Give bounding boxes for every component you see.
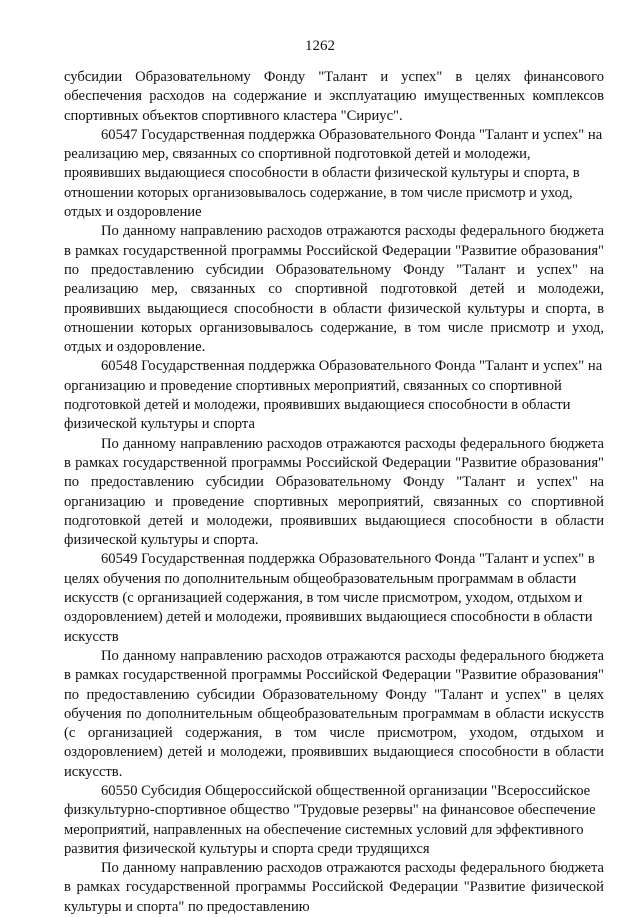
section-heading-60549: 60549 Государственная поддержка Образовательного Фонда "Талант и успех" в целях обучения по дополнительным общеобразовательным программам в области искусств (с организацией содержания, в том числе присмотром, уходом, отдыхом и оздоровлением) детей и молодежи, проявивших выдающиеся способности в области искусств	[64, 551, 595, 645]
section-body-60547: По данному направлению расходов отражаются расходы федерального бюджета в рамках государственной программы Российской Федерации "Развитие образования" по предоставлению субсидии Образовательному Фонду "Талант и успех" на реализацию мер, связанных со спортивной подготовкой детей и молодежи, проявивших выдающиеся способности в области физической культуры и спорта, в отношении которых организовывалось содержание, в том числе присмотр и уход, отдых и оздоровление.	[64, 223, 604, 356]
document-body	[64, 68, 604, 917]
paragraph-continuation: субсидии Образовательному Фонду "Талант и успех" в целях финансового обеспечения расходов на содержание и эксплуатацию имущественных комплексов спортивных объектов спортивного кластера "Сириус".	[64, 69, 604, 124]
section-body-60548: По данному направлению расходов отражаются расходы федерального бюджета в рамках государственной программы Российской Федерации "Развитие образования" по предоставлению субсидии Образовательному Фонду "Талант и успех" на организацию и проведение спортивных мероприятий, связанных со спортивной подготовкой детей и молодежи, проявивших выдающиеся способности в области физической культуры и спорта.	[64, 435, 604, 549]
section-body-60550: По данному направлению расходов отражаются расходы федерального бюджета в рамках государственной программы Российской Федерации "Развитие физической культуры и спорта" по предоставлению	[64, 860, 604, 915]
section-heading-60547: 60547 Государственная поддержка Образовательного Фонда "Талант и успех" на реализацию мер, связанных со спортивной подготовкой детей и молодежи, проявивших выдающиеся способности в области физической культуры и спорта, в отношении которых организовывалось содержание, в том числе присмотр и уход, отдых и оздоровление	[64, 126, 603, 221]
section-body-60549: По данному направлению расходов отражаются расходы федерального бюджета в рамках государственной программы Российской Федерации "Развитие образования" по предоставлению субсидии Образовательному Фонду "Талант и успех" в целях обучения по дополнительным общеобразовательным программам в области искусств (с организацией содержания, в том числе присмотром, уходом, отдыхом и оздоровлением) детей и молодежи, проявивших выдающиеся способности в области искусств.	[64, 647, 604, 780]
section-heading-60548: 60548 Государственная поддержка Образовательного Фонда "Талант и успех" на организацию и проведение спортивных мероприятий, связанных со спортивной подготовкой детей и молодежи, проявивших выдающиеся способности в области физической культуры и спорта	[64, 358, 603, 433]
section-heading-60550: 60550 Субсидия Общероссийской общественной организации "Всероссийское физкультурно-спортивное общество "Трудовые резервы" на финансовое обеспечение мероприятий, направленных на обеспечение системных условий для эффективного развития физической культуры и спорта среди трудящихся	[64, 782, 596, 857]
page-number: 1262	[305, 38, 335, 54]
